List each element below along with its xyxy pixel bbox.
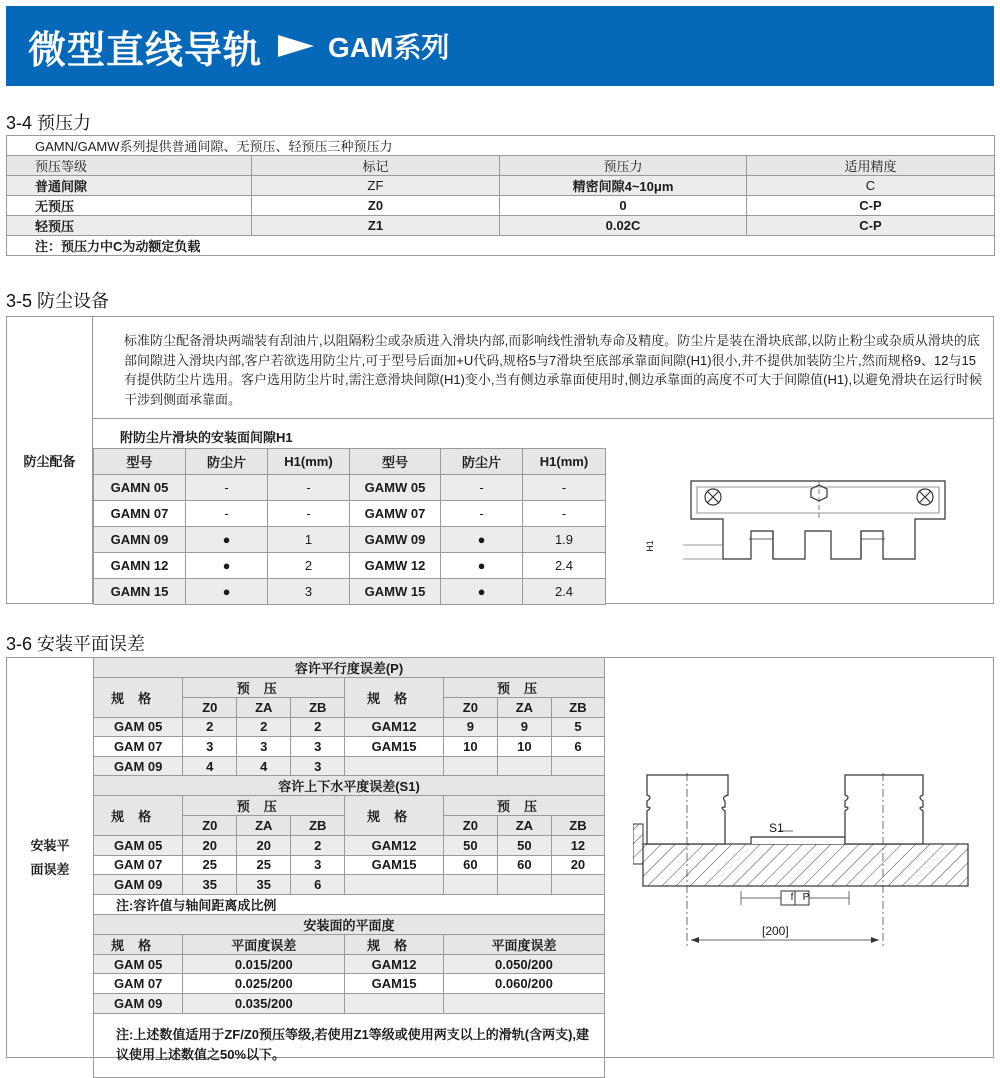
table-cell: GAM15 [345,737,444,757]
table-cell: 2 [291,835,345,855]
table-cell: 10 [497,737,551,757]
preload-header: 预压 [183,796,345,816]
table-cell [497,875,551,895]
table-cell: 3 [291,855,345,875]
table-cell: GAM 07 [94,855,183,875]
table-cell: GAMN 07 [94,501,186,527]
table-cell: 1.9 [523,527,606,553]
table-cell: 12 [551,835,604,855]
table-cell: - [523,475,606,501]
table-cell: 50 [443,835,497,855]
dust-table [93,448,606,605]
table-cell: ● [186,579,268,605]
side-label-line: 安装平 [30,837,70,853]
flat-header: 平面度误差 [443,934,604,954]
table-cell: - [441,475,523,501]
table-cell: 2 [291,717,345,737]
arrow-right-icon [278,35,314,57]
table-cell: GAM12 [345,717,444,737]
table-cell: 2 [237,717,291,737]
table-cell: GAM 05 [94,954,183,974]
table-cell: GAM12 [345,835,444,855]
table-cell: C [747,176,995,196]
table-cell: GAMN 09 [94,527,186,553]
table-cell: 无预压 [7,196,252,216]
table-cell: 60 [443,855,497,875]
table-cell: 10 [443,737,497,757]
level-caption: 容许上下水平度误差(S1) [94,776,605,796]
table-cell: GAM15 [345,855,444,875]
table-cell: 精密间隙4~10μm [500,176,747,196]
dimension-label: [200] [762,924,789,938]
header-cell: H1(mm) [523,449,606,475]
table-cell: 50 [497,835,551,855]
table-cell: 3 [237,737,291,757]
table-cell: 0.050/200 [443,954,604,974]
table-cell: 6 [551,737,604,757]
spec-header: 规格 [345,934,444,954]
spec-header: 规格 [345,678,444,718]
table-cell [551,756,604,776]
table-cell: 35 [237,875,291,895]
table-cell: 3 [291,737,345,757]
table-cell: ● [186,553,268,579]
table-cell: GAM15 [345,974,444,994]
col-header: ZA [497,816,551,836]
table-cell: 3 [183,737,237,757]
table-cell: GAM 05 [94,835,183,855]
table-cell: C-P [747,196,995,216]
table-cell: - [186,501,268,527]
divider [93,418,993,419]
table-cell: - [523,501,606,527]
table-cell: 3 [291,756,345,776]
dust-sub-caption: 附防尘片滑块的安装面间隙H1 [120,430,293,445]
table-cell: - [186,475,268,501]
mounting-table [93,657,605,1078]
h1-label: H1 [644,540,655,552]
header-cell: H1(mm) [268,449,350,475]
table-cell: GAMW 09 [350,527,441,553]
table-cell: ZF [252,176,500,196]
table-cell: 普通间隙 [7,176,252,196]
table-cell: ● [441,527,523,553]
table-cell: 20 [551,855,604,875]
s1-label: S1 [769,821,784,835]
table-cell: Z1 [252,216,500,236]
dust-paragraph: 标准防尘配备滑块两端装有刮油片,以阻隔粉尘或杂质进入滑块内部,而影响线性滑轨寿命及精度。防尘片是装在滑块底部,以防止粉尘或杂质从滑块的底部间隙进入滑块内部,客户若欲选用防尘片,可于型号后面加+U代码,规格5与7滑块至底部承靠面间隙(H1)很小,并不提供加装防尘片,然而规格9、12与15有提供防尘片选用。客户选用防尘片时,需注意滑块间隙(H1)变小,当有侧边承靠面使用时,侧边承靠面的高度不可大于间隙值(H1),以避免滑块在运行时候干涉到侧面承靠面。 [124,333,983,407]
table-cell: GAM12 [345,954,444,974]
table-cell: GAMN 05 [94,475,186,501]
table-cell: GAMW 12 [350,553,441,579]
table-cell: ● [441,579,523,605]
table-cell: Z0 [252,196,500,216]
table-cell: 0.015/200 [183,954,345,974]
dust-side-label: 防尘配备 [23,453,76,469]
table-cell: - [441,501,523,527]
col-header: Z0 [443,698,497,718]
table-cell: 35 [183,875,237,895]
header-cell: 防尘片 [186,449,268,475]
preload-header: 预压 [443,678,604,698]
page-title: 微型直线导轨 [28,29,263,72]
table-cell: GAMW 05 [350,475,441,501]
header-cell: 型号 [350,449,441,475]
section-title-dust: 3-5 防尘设备 [6,291,110,311]
preload-header: 预压 [443,796,604,816]
divider [604,658,605,1057]
table-cell: 20 [183,835,237,855]
table-cell [345,875,444,895]
table-cell: 25 [183,855,237,875]
table-cell: 60 [497,855,551,875]
table-cell: 4 [183,756,237,776]
table-cell: 0.035/200 [183,993,345,1013]
table-cell: GAMN 12 [94,553,186,579]
spec-header: 规格 [345,796,444,836]
mounting-section [6,657,994,1063]
header-cell: 标记 [252,156,500,176]
table-cell: 4 [237,756,291,776]
table-cell [551,875,604,895]
mounting-side-label [7,658,93,1057]
table-cell: GAM 09 [94,993,183,1013]
table-cell: GAMN 15 [94,579,186,605]
table-cell [443,756,497,776]
flatness-caption: 安装面的平面度 [94,914,605,934]
table-cell: 0 [500,196,747,216]
header-cell: 型号 [94,449,186,475]
f-label: f [790,892,794,903]
table-cell: ● [441,553,523,579]
table-cell: 0.060/200 [443,974,604,994]
table-cell: GAM 09 [94,756,183,776]
table-cell: C-P [747,216,995,236]
table-cell: 0.025/200 [183,974,345,994]
header-cell: 防尘片 [441,449,523,475]
section-title-mounting: 3-6 安装平面误差 [6,634,146,654]
series-title: GAM系列 [328,32,450,63]
table-cell [345,756,444,776]
table-cell: 2.4 [523,553,606,579]
table-cell: 9 [443,717,497,737]
parallel-caption: 容许平行度误差(P) [94,658,605,678]
ratio-note: 注:容许值与轴间距离成比例 [94,894,605,914]
table-cell: GAM 09 [94,875,183,895]
preload-note: 注：预压力中C为动额定负载 [7,236,995,256]
table-cell: - [268,501,350,527]
spec-header: 规格 [94,796,183,836]
p-label: P [802,892,810,903]
header-cell: 适用精度 [747,156,995,176]
col-header: ZA [497,698,551,718]
table-cell: 20 [237,835,291,855]
preload-table [6,135,995,256]
table-cell: GAMW 07 [350,501,441,527]
col-header: ZB [291,698,345,718]
table-cell: ● [186,527,268,553]
table-cell: 2 [183,717,237,737]
col-header: ZB [551,698,604,718]
spec-header: 规格 [94,678,183,718]
col-header: ZA [237,816,291,836]
table-cell: 25 [237,855,291,875]
table-cell: 3 [268,579,350,605]
table-cell: 轻预压 [7,216,252,236]
header-cell: 预压力 [500,156,747,176]
table-cell: GAM 07 [94,737,183,757]
table-cell [345,993,444,1013]
col-header: Z0 [183,698,237,718]
header-banner [6,6,994,86]
table-cell [497,756,551,776]
table-cell [443,993,604,1013]
table-cell: 5 [551,717,604,737]
table-cell: GAMW 15 [350,579,441,605]
table-cell: 9 [497,717,551,737]
flat-header: 平面度误差 [183,934,345,954]
table-cell: 0.02C [500,216,747,236]
usage-note: 注:上述数值适用于ZF/Z0预压等级,若使用Z1等级或使用两支以上的滑轨(含两支),建议使用上述数值之50%以下。 [94,1013,605,1077]
dust-seal-diagram [683,479,953,589]
table-cell [443,875,497,895]
mounting-diagram [633,773,978,953]
col-header: ZB [291,816,345,836]
table-cell: GAM 07 [94,974,183,994]
header-cell: 预压等级 [7,156,252,176]
table-cell: 2 [268,553,350,579]
col-header: ZA [237,698,291,718]
side-label-line: 面误差 [30,861,70,877]
table-cell: 2.4 [523,579,606,605]
dust-section [6,316,994,604]
preload-intro: GAMN/GAMW系列提供普通间隙、无预压、轻预压三种预压力 [7,136,995,156]
preload-header: 预压 [183,678,345,698]
col-header: Z0 [183,816,237,836]
col-header: ZB [551,816,604,836]
table-cell: GAM 05 [94,717,183,737]
table-cell: 1 [268,527,350,553]
section-title-preload: 3-4 预压力 [6,113,92,133]
spec-header: 规格 [94,934,183,954]
col-header: Z0 [443,816,497,836]
table-cell: 6 [291,875,345,895]
table-cell: - [268,475,350,501]
